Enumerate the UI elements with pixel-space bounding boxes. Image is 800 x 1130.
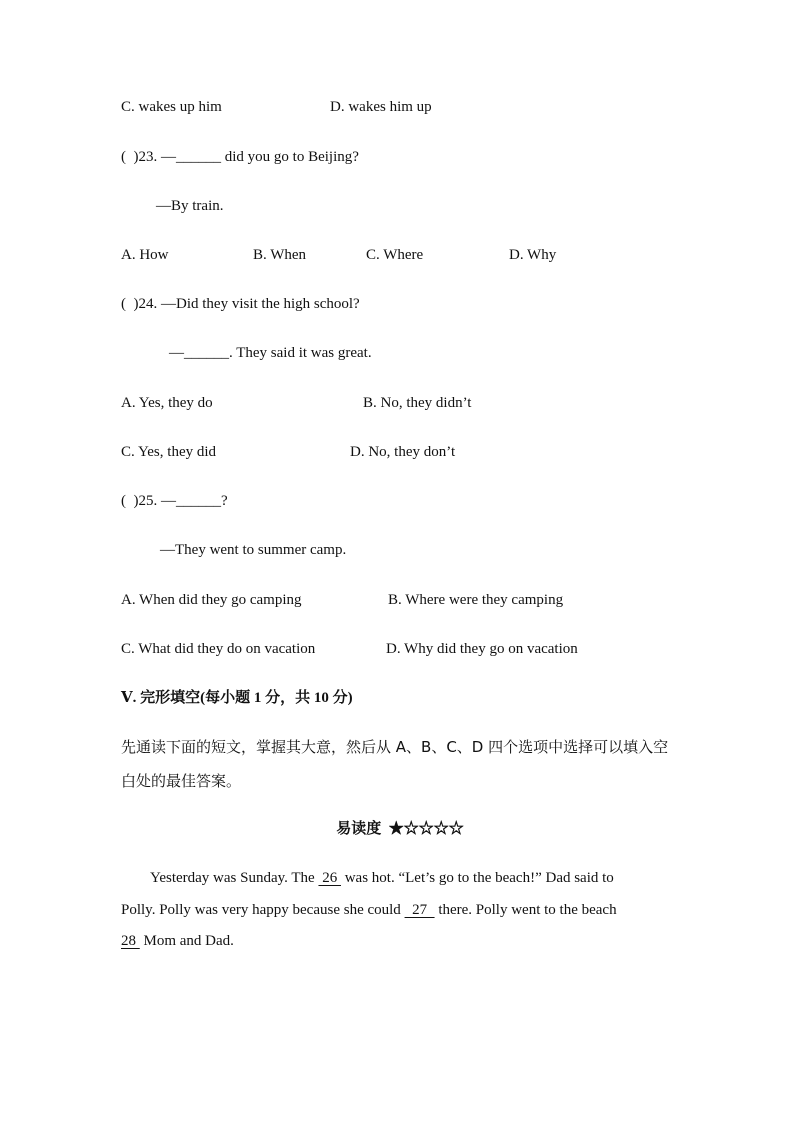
- q23-option-b: B. When: [253, 247, 307, 263]
- blank-26: 26: [318, 870, 341, 886]
- q24-stem: ( )24. —Did they visit the high school?: [121, 296, 360, 312]
- q23-option-a: A. How: [121, 247, 169, 263]
- q25-option-c: C. What did they do on vacation: [121, 641, 316, 657]
- passage-line-3: [121, 931, 234, 951]
- blank-27: 27: [404, 902, 435, 918]
- q25-stem: ( )25. —______?: [121, 493, 228, 509]
- q25-option-a: A. When did they go camping: [121, 592, 302, 608]
- passage-line-2: [121, 900, 617, 920]
- section-heading: Ⅴ. 完形填空(每小题 1 分，共 10 分): [121, 690, 353, 706]
- q24-option-d: D. No, they don’t: [350, 444, 456, 460]
- passage-text: Mom and Dad.: [139, 933, 234, 949]
- q22-option-c: C. wakes up him: [121, 99, 222, 115]
- q24-answer: —______. They said it was great.: [169, 345, 372, 361]
- section-instruction-line2: 白处的最佳答案。: [121, 772, 242, 790]
- q25-option-b: B. Where were they camping: [388, 592, 564, 608]
- q24-option-a: A. Yes, they do: [121, 395, 213, 411]
- q24-option-c: C. Yes, they did: [121, 444, 217, 460]
- q23-option-c: C. Where: [366, 247, 424, 263]
- passage-text: there. Polly went to the beach: [434, 902, 617, 918]
- passage-line-1: [150, 868, 614, 888]
- q23-answer: —By train.: [156, 198, 224, 214]
- section-instruction-line1: 先通读下面的短文，掌握其大意，然后从 A、B、C、D 四个选项中选择可以填入空: [121, 738, 669, 756]
- q22-option-d: D. wakes him up: [330, 99, 432, 115]
- passage-text: was hot. “Let’s go to the beach!” Dad said to: [340, 870, 614, 886]
- q23-stem: ( )23. —______ did you go to Beijing?: [121, 149, 359, 165]
- q25-answer: —They went to summer camp.: [160, 542, 347, 558]
- passage-text: Yesterday was Sunday. The: [150, 870, 319, 886]
- q25-option-d: D. Why did they go on vacation: [386, 641, 578, 657]
- blank-28: 28: [121, 933, 140, 949]
- difficulty-rating: 易读度 ★☆☆☆☆: [336, 821, 464, 837]
- q23-option-d: D. Why: [509, 247, 557, 263]
- q24-option-b: B. No, they didn’t: [363, 395, 472, 411]
- passage-text: Polly. Polly was very happy because she could: [121, 902, 405, 918]
